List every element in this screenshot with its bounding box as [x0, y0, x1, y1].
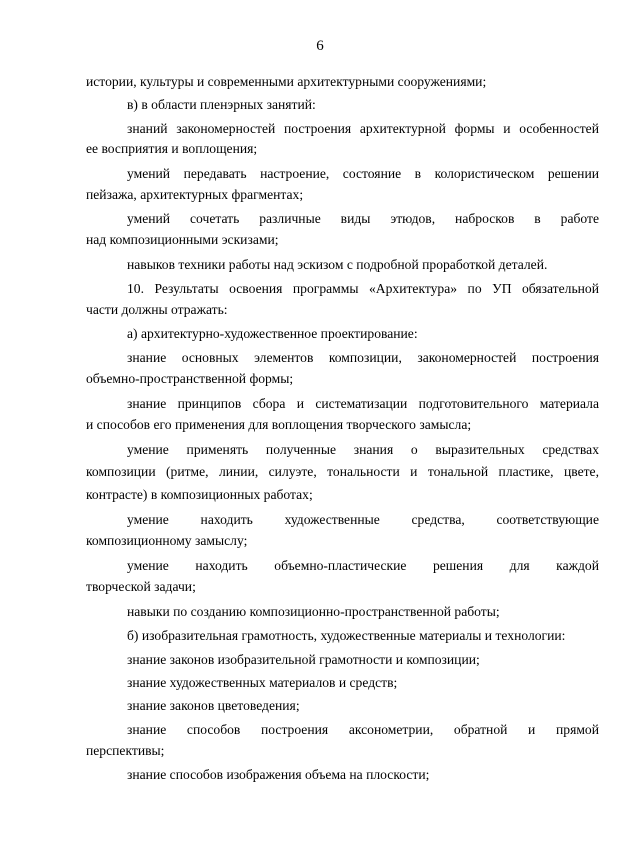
text-line: ее восприятия и воплощения; — [86, 141, 258, 156]
text-line: и способов его применения для воплощения творческого замысла; — [86, 417, 472, 432]
text-line: навыки по созданию композиционно-пространственной работы; — [127, 604, 500, 619]
text-line: знание законов изобразительной грамотности и композиции; — [127, 652, 480, 667]
text-line: знание способов построения аксонометрии, обратной и прямой — [127, 722, 599, 737]
text-line: 10. Результаты освоения программы «Архитектура» по УП обязательной — [127, 281, 599, 296]
text-line: пейзажа, архитектурных фрагментах; — [86, 187, 304, 202]
text-line: а) архитектурно-художественное проектирование: — [127, 326, 418, 341]
text-line: знание способов изображения объема на плоскости; — [127, 767, 430, 782]
text-line: знание принципов сбора и систематизации подготовительного материала — [127, 396, 599, 411]
text-line: истории, культуры и современными архитектурными сооружениями; — [86, 74, 487, 89]
text-line: знание законов цветоведения; — [127, 698, 300, 713]
text-line: композиции (ритме, линии, силуэте, тональности и тональной пластике, цвете, — [86, 464, 599, 479]
text-line: знаний закономерностей построения архитектурной формы и особенностей — [127, 121, 599, 136]
text-line: умений передавать настроение, состояние в колористическом решении — [127, 166, 599, 181]
text-line: над композиционными эскизами; — [86, 232, 279, 247]
text-line: в) в области пленэрных занятий: — [127, 97, 316, 112]
text-line: знание основных элементов композиции, закономерностей построения — [127, 350, 599, 365]
page-number: 6 — [316, 38, 324, 54]
text-line: умение применять полученные знания о выразительных средствах — [127, 442, 599, 457]
text-line: умение находить объемно-пластические решения для каждой — [127, 558, 599, 573]
text-line: объемно-пространственной формы; — [86, 371, 294, 386]
text-line: творческой задачи; — [86, 579, 196, 594]
text-line: перспективы; — [86, 743, 165, 758]
text-line: б) изобразительная грамотность, художественные материалы и технологии: — [127, 628, 566, 643]
text-line: умение находить художественные средства, соответствующие — [127, 512, 599, 527]
text-line: навыков техники работы над эскизом с подробной проработкой деталей. — [127, 257, 548, 272]
text-line: композиционному замыслу; — [86, 533, 248, 548]
text-line: знание художественных материалов и средств; — [127, 675, 398, 690]
text-line: части должны отражать: — [86, 302, 228, 317]
text-line: контрасте) в композиционных работах; — [86, 487, 313, 502]
text-line: умений сочетать различные виды этюдов, набросков в работе — [127, 211, 599, 226]
